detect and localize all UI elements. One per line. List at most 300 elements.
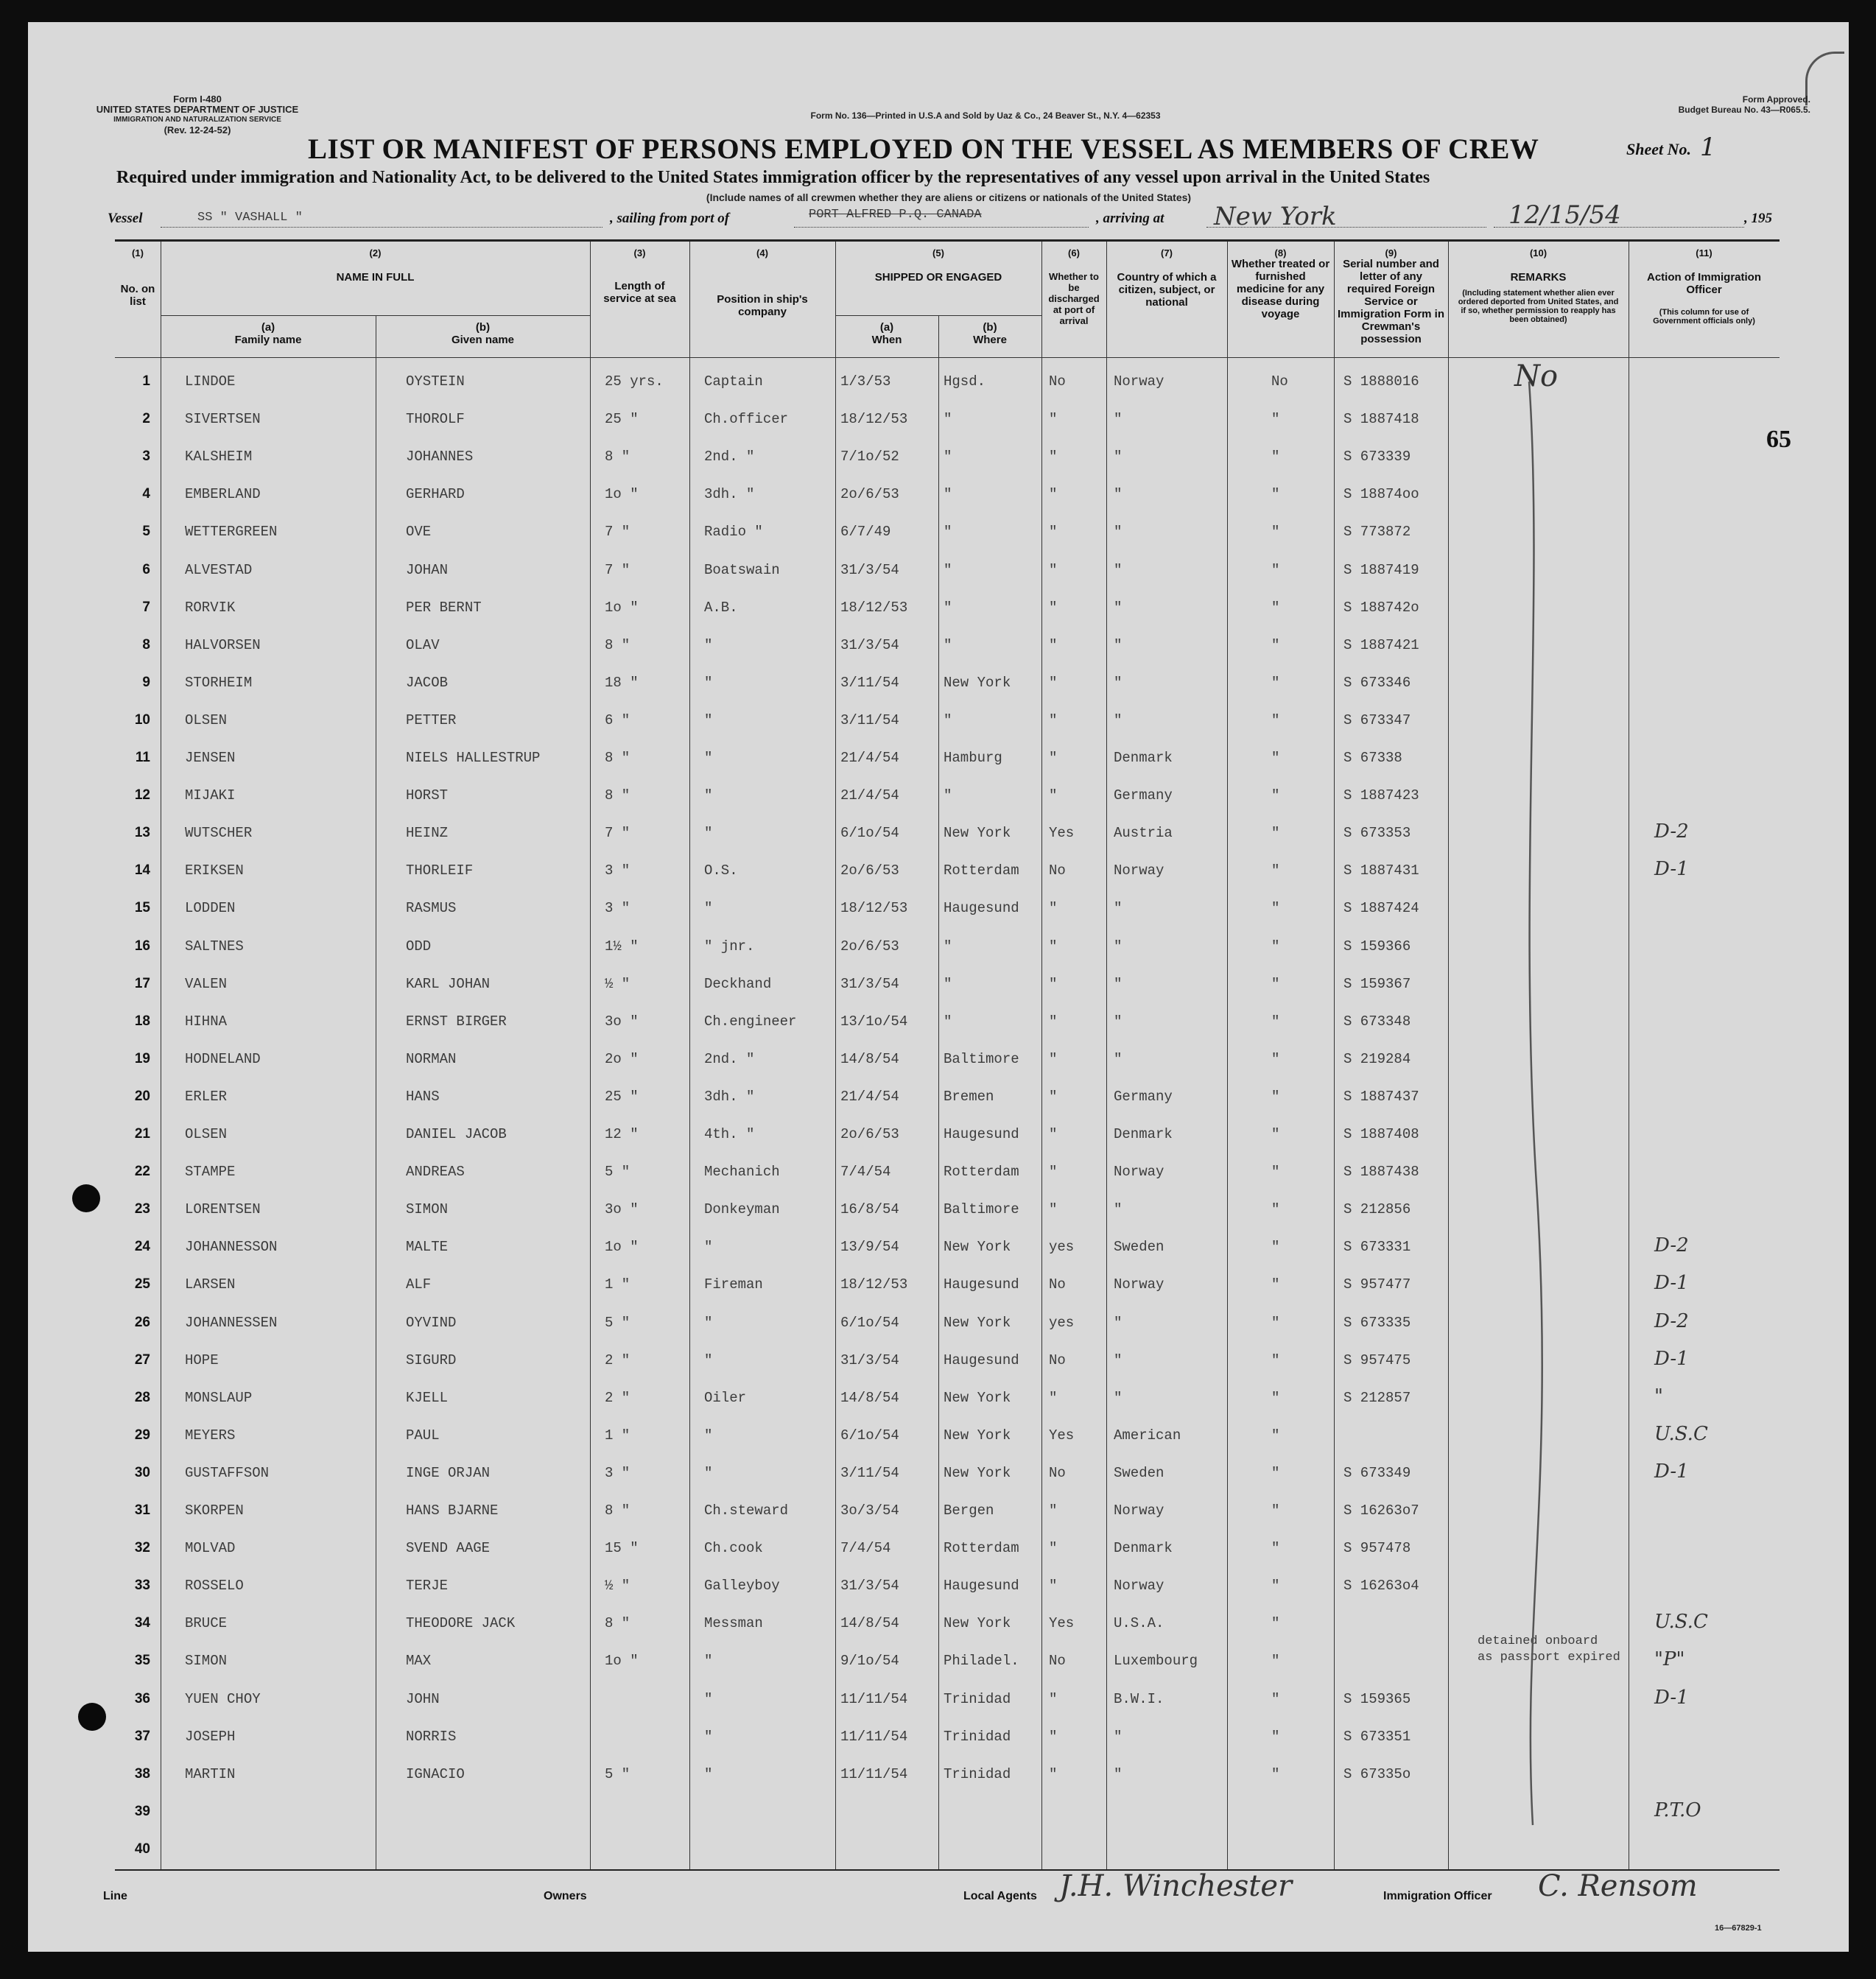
given-name: OYVIND xyxy=(406,1314,457,1331)
discharge: yes xyxy=(1049,1314,1075,1331)
country: Norway xyxy=(1114,1578,1164,1595)
country: " xyxy=(1114,900,1123,917)
shipped-where: Hgsd. xyxy=(944,373,986,390)
shipped-when: 9/1o/54 xyxy=(840,1653,899,1670)
footer xyxy=(28,1869,1849,1913)
form-number: Form I-480 xyxy=(173,94,222,105)
arriving-label: , arriving at xyxy=(1096,211,1164,226)
service-length: 3 " xyxy=(605,1464,630,1481)
family-name: JOHANNESSON xyxy=(185,1239,278,1256)
side-number: 65 xyxy=(1766,426,1791,453)
row-number: 40 xyxy=(134,1841,150,1857)
discharge: Yes xyxy=(1049,825,1075,842)
col3-number: (3) xyxy=(633,247,646,259)
shipped-when: 31/3/54 xyxy=(840,1578,899,1595)
shipped-where: New York xyxy=(944,1615,1011,1632)
serial-number: S 957478 xyxy=(1343,1540,1411,1557)
officer-action: D-2 xyxy=(1654,820,1689,843)
serial-number: S 188742o xyxy=(1343,599,1419,616)
family-name: LODDEN xyxy=(185,900,236,917)
officer-action: U.S.C xyxy=(1654,1422,1708,1445)
given-name: JOHAN xyxy=(406,561,449,578)
serial-number: S 1887408 xyxy=(1343,1126,1419,1142)
col10-note: (Including statement whether alien ever ordered deported from United States, and if so, whether permission to reapply has been obtained) xyxy=(1458,289,1619,324)
serial-number: S 673348 xyxy=(1343,1013,1411,1030)
service-length: 7 " xyxy=(605,825,630,842)
service-length: 15 " xyxy=(605,1540,639,1557)
shipped-when: 7/4/54 xyxy=(840,1164,891,1181)
form-code: 16—67829-1 xyxy=(1715,1924,1762,1933)
service-name: IMMIGRATION AND NATURALIZATION SERVICE xyxy=(113,116,281,124)
page-curl xyxy=(1805,52,1844,105)
serial-number: S 18874oo xyxy=(1343,486,1419,503)
service-length: 1o " xyxy=(605,599,639,616)
family-name: LORENTSEN xyxy=(185,1201,261,1218)
discharge: " xyxy=(1049,900,1058,917)
row-number: 21 xyxy=(134,1126,150,1142)
position: " xyxy=(704,1690,713,1707)
treated: " xyxy=(1271,561,1280,578)
manifest-sheet xyxy=(28,22,1849,1952)
vessel-name: SS " VASHALL " xyxy=(197,211,303,225)
serial-number: S 673339 xyxy=(1343,449,1411,465)
treated: " xyxy=(1271,1239,1280,1256)
treated: " xyxy=(1271,1765,1280,1782)
given-name: SVEND AAGE xyxy=(406,1540,491,1557)
position: " xyxy=(704,1239,713,1256)
year-label: , 195 xyxy=(1744,211,1772,226)
family-name: JOHANNESSEN xyxy=(185,1314,278,1331)
family-name: LINDOE xyxy=(185,373,236,390)
service-length: 2 " xyxy=(605,1351,630,1368)
local-agents-label: Local Agents xyxy=(963,1890,1037,1902)
given-name: SIMON xyxy=(406,1201,449,1218)
family-name: SIVERTSEN xyxy=(185,411,261,428)
discharge: " xyxy=(1049,524,1058,541)
col8-label: Whether treated or furnished medicine for any disease during voyage xyxy=(1231,258,1330,320)
country: " xyxy=(1114,1765,1123,1782)
family-name: MONSLAUP xyxy=(185,1389,253,1406)
shipped-when: 21/4/54 xyxy=(840,1088,899,1105)
country: Austria xyxy=(1114,825,1173,842)
shipped-where: Haugesund xyxy=(944,1276,1019,1293)
service-length: 2o " xyxy=(605,1050,639,1067)
country: Sweden xyxy=(1114,1464,1164,1481)
row-number: 16 xyxy=(134,938,150,954)
row-number: 33 xyxy=(134,1578,150,1594)
department-name: UNITED STATES DEPARTMENT OF JUSTICE xyxy=(96,104,299,115)
position: " xyxy=(704,711,713,728)
family-name: VALEN xyxy=(185,975,228,992)
row-number: 14 xyxy=(134,862,150,879)
discharge: " xyxy=(1049,938,1058,955)
country: Luxembourg xyxy=(1114,1653,1198,1670)
given-name: THOROLF xyxy=(406,411,465,428)
discharge: Yes xyxy=(1049,1427,1075,1444)
position: 2nd. " xyxy=(704,1050,755,1067)
shipped-when: 6/1o/54 xyxy=(840,1314,899,1331)
shipped-where: Haugesund xyxy=(944,1578,1019,1595)
given-name: PAUL xyxy=(406,1427,440,1444)
position: " xyxy=(704,1427,713,1444)
col5a-label: (a) When xyxy=(871,321,902,346)
country: " xyxy=(1114,1201,1123,1218)
position: " xyxy=(704,636,713,653)
col6-number: (6) xyxy=(1068,247,1080,259)
country: " xyxy=(1114,674,1123,691)
treated: " xyxy=(1271,1276,1280,1293)
country: Norway xyxy=(1114,862,1164,879)
vessel-underline xyxy=(161,227,603,228)
position: " xyxy=(704,1314,713,1331)
officer-action: D-1 xyxy=(1654,1347,1689,1370)
row-number: 31 xyxy=(134,1502,150,1518)
row-number: 11 xyxy=(135,750,150,765)
shipped-when: 7/4/54 xyxy=(840,1540,891,1557)
family-name: MEYERS xyxy=(185,1427,236,1444)
shipped-where: Baltimore xyxy=(944,1201,1019,1218)
serial-number: S 1887419 xyxy=(1343,561,1419,578)
shipped-where: Bergen xyxy=(944,1502,994,1519)
row-number: 22 xyxy=(134,1164,150,1180)
country: " xyxy=(1114,411,1123,428)
col7-number: (7) xyxy=(1161,247,1173,259)
sheet-number: 1 xyxy=(1700,133,1716,162)
col2b-label: (b) Given name xyxy=(451,321,515,346)
given-name: HEINZ xyxy=(406,825,449,842)
treated: " xyxy=(1271,1314,1280,1331)
service-length: 5 " xyxy=(605,1765,630,1782)
service-length: 8 " xyxy=(605,1615,630,1632)
shipped-where: New York xyxy=(944,674,1011,691)
country: " xyxy=(1114,1389,1123,1406)
family-name: MARTIN xyxy=(185,1765,236,1782)
serial-number: S 673346 xyxy=(1343,674,1411,691)
treated: " xyxy=(1271,1088,1280,1105)
family-name: HIHNA xyxy=(185,1013,228,1030)
given-name: PETTER xyxy=(406,711,457,728)
row-number: 7 xyxy=(142,599,150,615)
service-length: 1o " xyxy=(605,1653,639,1670)
row-number: 39 xyxy=(134,1803,150,1819)
given-name: RASMUS xyxy=(406,900,457,917)
position: " xyxy=(704,674,713,691)
discharge: " xyxy=(1049,636,1058,653)
discharge: " xyxy=(1049,1578,1058,1595)
revision-date: (Rev. 12-24-52) xyxy=(164,124,231,136)
given-name: HANS xyxy=(406,1088,440,1105)
given-name: MALTE xyxy=(406,1239,449,1256)
col1-label: No. on list xyxy=(120,283,155,308)
position: " xyxy=(704,1351,713,1368)
shipped-when: 6/1o/54 xyxy=(840,1427,899,1444)
shipped-when: 14/8/54 xyxy=(840,1050,899,1067)
treated: " xyxy=(1271,524,1280,541)
serial-number: S 673351 xyxy=(1343,1728,1411,1745)
given-name: KJELL xyxy=(406,1389,449,1406)
position: Ch.engineer xyxy=(704,1013,797,1030)
country: " xyxy=(1114,599,1123,616)
col9-label: Serial number and letter of any required Foreign Service or Immigration Form in Crewman's possession xyxy=(1338,258,1445,345)
shipped-where: " xyxy=(944,486,952,503)
service-length: 25 " xyxy=(605,411,639,428)
arriving-port: New York xyxy=(1214,202,1337,231)
discharge: No xyxy=(1049,1464,1066,1481)
family-name: WUTSCHER xyxy=(185,825,253,842)
given-name: IGNACIO xyxy=(406,1765,465,1782)
serial-number: S 67338 xyxy=(1343,750,1402,766)
col11-label: Action of Immigration Officer xyxy=(1647,271,1761,296)
discharge: " xyxy=(1049,449,1058,465)
officer-action: P.T.O xyxy=(1654,1799,1701,1821)
service-length: 3o " xyxy=(605,1201,639,1218)
discharge: " xyxy=(1049,411,1058,428)
col4-label: Position in ship's company xyxy=(717,293,808,318)
officer-signature: C. Rensom xyxy=(1538,1869,1698,1903)
shipped-when: 31/3/54 xyxy=(840,636,899,653)
country: Denmark xyxy=(1114,750,1173,766)
given-name: PER BERNT xyxy=(406,599,482,616)
discharge: " xyxy=(1049,1540,1058,1557)
family-name: SIMON xyxy=(185,1653,228,1670)
shipped-where: Rotterdam xyxy=(944,1540,1019,1557)
treated: " xyxy=(1271,711,1280,728)
given-name: JACOB xyxy=(406,674,449,691)
row-number: 8 xyxy=(142,636,150,653)
position: Galleyboy xyxy=(704,1578,780,1595)
serial-number: S 1887421 xyxy=(1343,636,1419,653)
treated: " xyxy=(1271,636,1280,653)
row-number: 38 xyxy=(134,1765,150,1782)
shipped-where: Trinidad xyxy=(944,1728,1011,1745)
date-underline xyxy=(1494,227,1744,228)
given-name: NIELS HALLESTRUP xyxy=(406,750,541,766)
row-number: 37 xyxy=(134,1728,150,1744)
shipped-when: 6/7/49 xyxy=(840,524,891,541)
service-length: 7 " xyxy=(605,561,630,578)
given-name: TERJE xyxy=(406,1578,449,1595)
family-name: RORVIK xyxy=(185,599,236,616)
given-name: KARL JOHAN xyxy=(406,975,491,992)
family-name: YUEN CHOY xyxy=(185,1690,261,1707)
service-length: 1 " xyxy=(605,1427,630,1444)
country: Norway xyxy=(1114,373,1164,390)
treated: " xyxy=(1271,1690,1280,1707)
shipped-where: Haugesund xyxy=(944,1126,1019,1142)
serial-number: S 1887418 xyxy=(1343,411,1419,428)
treated: " xyxy=(1271,449,1280,465)
include-note: (Include names of all crewmen whether they are aliens or citizens or nationals of the United States) xyxy=(706,191,1192,203)
service-length: 1o " xyxy=(605,1239,639,1256)
country: " xyxy=(1114,938,1123,955)
row-number: 17 xyxy=(134,975,150,991)
family-name: BRUCE xyxy=(185,1615,228,1632)
row-number: 4 xyxy=(142,486,150,502)
country: " xyxy=(1114,636,1123,653)
shipped-when: 21/4/54 xyxy=(840,750,899,766)
serial-number: S 673331 xyxy=(1343,1239,1411,1256)
vessel-line xyxy=(28,200,1849,231)
serial-number: S 773872 xyxy=(1343,524,1411,541)
service-length: 1½ " xyxy=(605,938,639,955)
serial-number: S 16263o7 xyxy=(1343,1502,1419,1519)
col5-label: SHIPPED OR ENGAGED xyxy=(874,271,1002,284)
agent-signature: J.H. Winchester xyxy=(1059,1869,1293,1903)
family-name: KALSHEIM xyxy=(185,449,253,465)
remark-row1: No xyxy=(1514,359,1559,393)
officer-action: D-1 xyxy=(1654,1272,1689,1295)
officer-action: D-2 xyxy=(1654,1310,1689,1332)
position: Donkeyman xyxy=(704,1201,780,1218)
discharge: yes xyxy=(1049,1239,1075,1256)
given-name: NORRIS xyxy=(406,1728,457,1745)
shipped-when: 13/1o/54 xyxy=(840,1013,908,1030)
family-name: SALTNES xyxy=(185,938,244,955)
row-number: 27 xyxy=(134,1351,150,1368)
shipped-when: 2o/6/53 xyxy=(840,862,899,879)
family-name: OLSEN xyxy=(185,1126,228,1142)
row-number: 5 xyxy=(142,524,150,540)
officer-action: U.S.C xyxy=(1654,1611,1708,1634)
country: " xyxy=(1114,1728,1123,1745)
discharge: " xyxy=(1049,787,1058,804)
shipped-where: " xyxy=(944,938,952,955)
shipped-where: Trinidad xyxy=(944,1690,1011,1707)
position: Radio " xyxy=(704,524,763,541)
shipped-where: " xyxy=(944,449,952,465)
row-number: 10 xyxy=(134,711,150,728)
shipped-where: " xyxy=(944,711,952,728)
given-name: MAX xyxy=(406,1653,432,1670)
service-length: 8 " xyxy=(605,449,630,465)
shipped-when: 18/12/53 xyxy=(840,1276,908,1293)
form-approved: Form Approved. xyxy=(1742,94,1810,105)
treated: " xyxy=(1271,1126,1280,1142)
country: American xyxy=(1114,1427,1181,1444)
discharge: " xyxy=(1049,1088,1058,1105)
shipped-where: Haugesund xyxy=(944,1351,1019,1368)
country: " xyxy=(1114,449,1123,465)
shipped-where: New York xyxy=(944,1464,1011,1481)
family-name: MOLVAD xyxy=(185,1540,236,1557)
shipped-where: New York xyxy=(944,1239,1011,1256)
discharge: " xyxy=(1049,1765,1058,1782)
position: 4th. " xyxy=(704,1126,755,1142)
country: Norway xyxy=(1114,1164,1164,1181)
discharge: " xyxy=(1049,975,1058,992)
treated: " xyxy=(1271,1653,1280,1670)
officer-action: D-1 xyxy=(1654,1686,1689,1709)
treated: " xyxy=(1271,1351,1280,1368)
arriving-underline xyxy=(1206,227,1486,228)
serial-number: S 957475 xyxy=(1343,1351,1411,1368)
given-name: ERNST BIRGER xyxy=(406,1013,507,1030)
shipped-when: 11/11/54 xyxy=(840,1765,908,1782)
family-name: GUSTAFFSON xyxy=(185,1464,270,1481)
position: 3dh. " xyxy=(704,486,755,503)
serial-number: S 1887431 xyxy=(1343,862,1419,879)
position: Ch.cook xyxy=(704,1540,763,1557)
shipped-when: 18/12/53 xyxy=(840,599,908,616)
row-number: 34 xyxy=(134,1615,150,1631)
country: Norway xyxy=(1114,1502,1164,1519)
given-name: JOHN xyxy=(406,1690,440,1707)
given-name: OLAV xyxy=(406,636,440,653)
shipped-where: " xyxy=(944,1013,952,1030)
country: Norway xyxy=(1114,1276,1164,1293)
discharge: " xyxy=(1049,1502,1058,1519)
col1-number: (1) xyxy=(132,247,144,259)
country: Denmark xyxy=(1114,1126,1173,1142)
treated: " xyxy=(1271,1013,1280,1030)
family-name: ERIKSEN xyxy=(185,862,244,879)
country: " xyxy=(1114,524,1123,541)
shipped-when: 2o/6/53 xyxy=(840,1126,899,1142)
shipped-where: " xyxy=(944,524,952,541)
col4-number: (4) xyxy=(756,247,768,259)
row-number: 32 xyxy=(134,1540,150,1556)
serial-number: S 212857 xyxy=(1343,1389,1411,1406)
treated: " xyxy=(1271,975,1280,992)
serial-number: S 67335o xyxy=(1343,1765,1411,1782)
treated: " xyxy=(1271,1502,1280,1519)
position: " xyxy=(704,1653,713,1670)
service-length: 8 " xyxy=(605,750,630,766)
shipped-when: 14/8/54 xyxy=(840,1615,899,1632)
shipped-when: 31/3/54 xyxy=(840,975,899,992)
position: Captain xyxy=(704,373,763,390)
treated: " xyxy=(1271,1578,1280,1595)
row-number: 9 xyxy=(142,674,150,690)
country: U.S.A. xyxy=(1114,1615,1164,1632)
position: 2nd. " xyxy=(704,449,755,465)
treated: " xyxy=(1271,599,1280,616)
discharge: " xyxy=(1049,1164,1058,1181)
col2-label: NAME IN FULL xyxy=(336,271,415,284)
shipped-when: 2o/6/53 xyxy=(840,938,899,955)
col2a-label: (a) Family name xyxy=(234,321,302,346)
country: Denmark xyxy=(1114,1540,1173,1557)
treated: " xyxy=(1271,862,1280,879)
row-number: 25 xyxy=(134,1276,150,1293)
treated: " xyxy=(1271,486,1280,503)
service-length: 7 " xyxy=(605,524,630,541)
serial-number: S 673353 xyxy=(1343,825,1411,842)
family-name: OLSEN xyxy=(185,711,228,728)
treated: No xyxy=(1271,373,1288,390)
family-name: HALVORSEN xyxy=(185,636,261,653)
shipped-when: 3/11/54 xyxy=(840,674,899,691)
vessel-label: Vessel xyxy=(108,211,143,226)
country: " xyxy=(1114,1314,1123,1331)
shipped-where: " xyxy=(944,975,952,992)
printer-note: Form No. 136—Printed in U.S.A and Sold by Uaz & Co., 24 Beaver St., N.Y. 4—62353 xyxy=(810,110,1161,121)
serial-number: S 212856 xyxy=(1343,1201,1411,1218)
shipped-where: Hamburg xyxy=(944,750,1002,766)
shipped-when: 7/1o/52 xyxy=(840,449,899,465)
shipped-when: 11/11/54 xyxy=(840,1728,908,1745)
country: Germany xyxy=(1114,1088,1173,1105)
position: Ch.steward xyxy=(704,1502,789,1519)
serial-number: S 16263o4 xyxy=(1343,1578,1419,1595)
given-name: THORLEIF xyxy=(406,862,474,879)
position: " xyxy=(704,750,713,766)
service-length: 25 yrs. xyxy=(605,373,664,390)
col7-label: Country of which a citizen, subject, or national xyxy=(1117,271,1217,309)
service-length: 2 " xyxy=(605,1389,630,1406)
country: " xyxy=(1114,1013,1123,1030)
shipped-where: Haugesund xyxy=(944,900,1019,917)
